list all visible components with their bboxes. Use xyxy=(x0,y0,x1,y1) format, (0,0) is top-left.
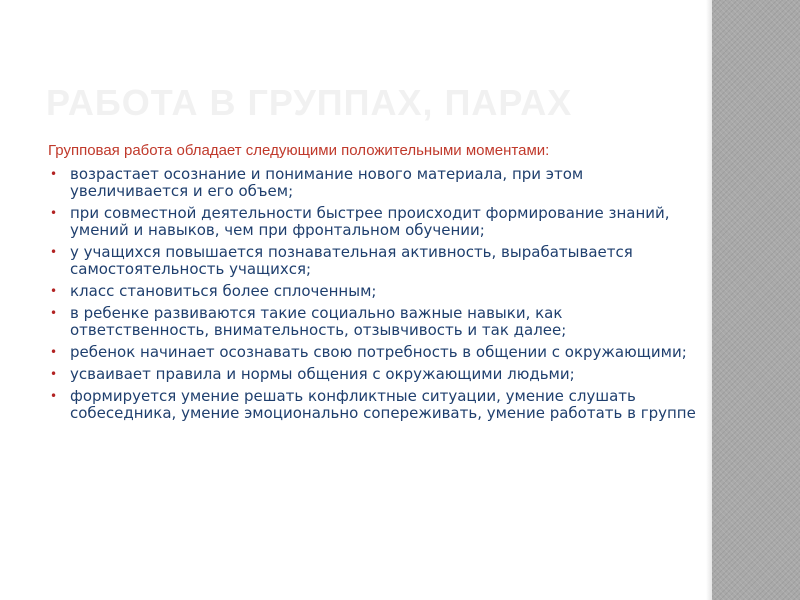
list-item xyxy=(48,305,698,339)
slide-title: РАБОТА В ГРУППАХ, ПАРАХ xyxy=(46,82,573,123)
decorative-side-band xyxy=(712,0,800,600)
bullet-icon: • xyxy=(50,284,58,298)
list-item-text: у учащихся повышается познавательная активность, вырабатывается самостоятельность учащихся; xyxy=(70,243,633,278)
bullet-icon: • xyxy=(50,345,58,359)
list-item-text: класс становиться более сплоченным; xyxy=(70,282,377,300)
bullet-icon: • xyxy=(50,306,58,320)
list-item xyxy=(48,388,698,422)
list-item-text: формируется умение решать конфликтные ситуации, умение слушать собеседника, умение эмоционально сопереживать, умение работать в группе xyxy=(70,387,696,422)
bullet-icon: • xyxy=(50,245,58,259)
list-item-text: при совместной деятельности быстрее происходит формирование знаний, умений и навыков, чем при фронтальном обучении; xyxy=(70,204,670,239)
list-item-text: усваивает правила и нормы общения с окружающими людьми; xyxy=(70,365,575,383)
list-item-text: ребенок начинает осознавать свою потребность в общении с окружающими; xyxy=(70,343,687,361)
list-item xyxy=(48,366,698,383)
list-item-text: возрастает осознание и понимание нового материала, при этом увеличивается и его объем; xyxy=(70,165,584,200)
bullet-icon: • xyxy=(50,206,58,220)
list-item xyxy=(48,166,698,200)
intro-text: Групповая работа обладает следующими положительными моментами: xyxy=(48,142,550,159)
list-item xyxy=(48,283,698,300)
list-item xyxy=(48,244,698,278)
bullet-list xyxy=(48,166,698,427)
list-item-text: в ребенке развиваются такие социально важные навыки, как ответственность, внимательность, отзывчивость и так далее; xyxy=(70,304,567,339)
list-item xyxy=(48,205,698,239)
bullet-icon: • xyxy=(50,367,58,381)
bullet-icon: • xyxy=(50,389,58,403)
list-item xyxy=(48,344,698,361)
bullet-icon: • xyxy=(50,167,58,181)
